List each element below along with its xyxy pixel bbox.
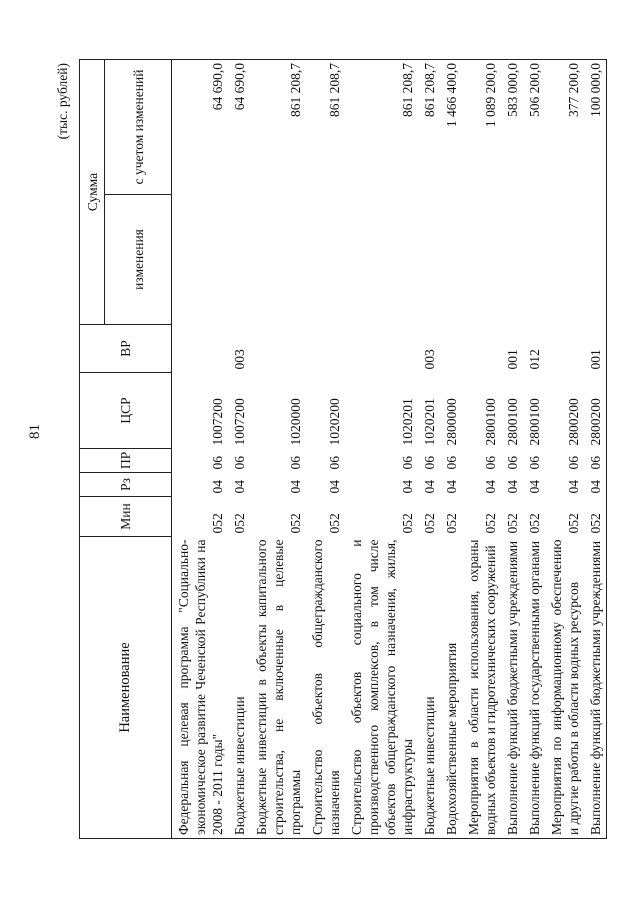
row-total: 1 089 200,0 [462,59,501,194]
header-vr: ВР [80,325,172,373]
row-min: 052 [232,513,247,534]
row-csr: 1007200 [232,398,247,446]
row-csr: 1007200 [210,398,225,446]
row-csr: 1020000 [288,398,303,446]
row-pr: 06 [232,456,247,470]
row-rz: 04 [422,480,437,494]
row-changes [172,195,229,325]
row-name: Бюджетные инвестиции [228,537,250,839]
table-row [501,59,523,838]
row-vr [345,325,418,373]
row-name: Мероприятия по информационному обеспечению и другие работы в области водных ресурсов [545,537,584,839]
row-changes [523,195,545,325]
row-vr [440,325,462,373]
row-changes [440,195,462,325]
table-row [250,59,306,838]
row-changes [306,195,345,325]
row-csr: 1020200 [327,398,342,446]
row-name: Выполнение функций бюджетными учреждениями [584,537,607,839]
row-total: 377 200,0 [545,59,584,194]
table-row [345,59,418,838]
row-changes [228,195,250,325]
table-row [172,59,229,838]
row-total: 100 000,0 [584,59,607,194]
row-csr: 2800000 [444,398,459,446]
header-name: Наименование [80,537,172,839]
row-pr: 06 [566,456,581,470]
unit-note: (тыс. рублей) [55,63,70,140]
header-with-changes: с учетом изменений [105,59,172,194]
header-row [80,59,105,838]
row-pr: 06 [505,456,520,470]
row-min: 052 [505,513,520,534]
row-name: Выполнение функций государственными органами [523,537,545,839]
row-min: 052 [483,513,498,534]
row-name: Выполнение функций бюджетными учреждениями [501,537,523,839]
row-total: 506 200,0 [523,59,545,194]
row-pr: 06 [483,456,498,470]
row-pr: 06 [210,456,225,470]
row-vr: 003 [232,349,247,370]
row-changes [418,195,440,325]
page-number: 81 [27,424,43,440]
table-row [523,59,545,838]
table-row [418,59,440,838]
row-changes [584,195,607,325]
row-min: 052 [444,513,459,534]
row-min: 052 [327,513,342,534]
row-total: 583 000,0 [501,59,523,194]
row-name: Бюджетные инвестиции в объекты капитального строительства, не включенные в целевые программы [250,537,306,839]
row-rz: 04 [584,473,607,497]
row-vr: 001 [505,349,520,370]
row-rz: 04 [400,480,415,494]
row-csr: 1020201 [400,398,415,446]
row-min: 052 [527,513,542,534]
row-pr: 06 [444,456,459,470]
row-total: 861 208,7 [345,59,418,194]
row-min: 052 [288,513,303,534]
row-min: 052 [566,513,581,534]
row-pr: 06 [422,456,437,470]
row-vr [545,325,584,373]
row-total: 1 466 400,0 [440,59,462,194]
row-total: 861 208,7 [306,59,345,194]
row-name: Строительство объектов общегражданского назначения [306,537,345,839]
header-pr: ПР [80,449,172,473]
row-rz: 04 [505,480,520,494]
row-min: 052 [400,513,415,534]
row-vr: 003 [422,349,437,370]
row-changes [462,195,501,325]
table-row [545,59,584,838]
table-row [440,59,462,838]
budget-table [79,59,607,839]
row-pr: 06 [400,456,415,470]
row-csr: 2800200 [566,398,581,446]
row-total: 64 690,0 [228,59,250,194]
row-csr: 2800200 [584,373,607,449]
row-rz: 04 [527,480,542,494]
row-changes [501,195,523,325]
table-row [306,59,345,838]
row-csr: 2800100 [483,398,498,446]
row-pr: 06 [327,456,342,470]
header-changes: изменения [105,195,172,325]
table-body [172,59,607,838]
row-changes [345,195,418,325]
row-name: Строительство объектов социального и производственного комплексов, в том числе объектов общегражданского назначения, жилья, инфраструктуры [345,537,418,839]
row-rz: 04 [444,480,459,494]
row-vr [172,325,229,373]
row-min: 052 [584,497,607,537]
row-rz: 04 [232,480,247,494]
row-csr: 2800100 [527,398,542,446]
row-changes [545,195,584,325]
row-total: 64 690,0 [172,59,229,194]
row-pr: 06 [527,456,542,470]
row-name: Федеральная целевая программа "Социально-экономическое развитие Чеченской Республики на 2008 - 2011 годы" [172,537,229,839]
header-min: Мин [80,497,172,537]
row-rz: 04 [288,480,303,494]
row-pr: 06 [288,456,303,470]
row-vr: 001 [584,325,607,373]
row-name: Мероприятия в области использования, охраны водных объектов и гидротехнических сооружений [462,537,501,839]
header-rz: Рз [80,473,172,497]
row-vr: 012 [527,349,542,370]
row-changes [250,195,306,325]
row-total: 861 208,7 [250,59,306,194]
row-vr [306,325,345,373]
row-vr [250,325,306,373]
row-rz: 04 [210,480,225,494]
rotated-page-content [55,59,603,839]
row-vr [462,325,501,373]
table-row [584,59,607,838]
row-name: Водохозяйственные мероприятия [440,537,462,839]
table-row [228,59,250,838]
row-csr: 2800100 [505,398,520,446]
header-csr: ЦСР [80,373,172,449]
header-sum: Сумма [80,59,105,324]
row-name: Бюджетные инвестиции [418,537,440,839]
row-rz: 04 [483,480,498,494]
table-row [462,59,501,838]
row-total: 861 208,7 [418,59,440,194]
row-rz: 04 [566,480,581,494]
row-rz: 04 [327,480,342,494]
row-csr: 1020201 [422,398,437,446]
row-min: 052 [210,513,225,534]
row-pr: 06 [584,449,607,473]
row-min: 052 [422,513,437,534]
